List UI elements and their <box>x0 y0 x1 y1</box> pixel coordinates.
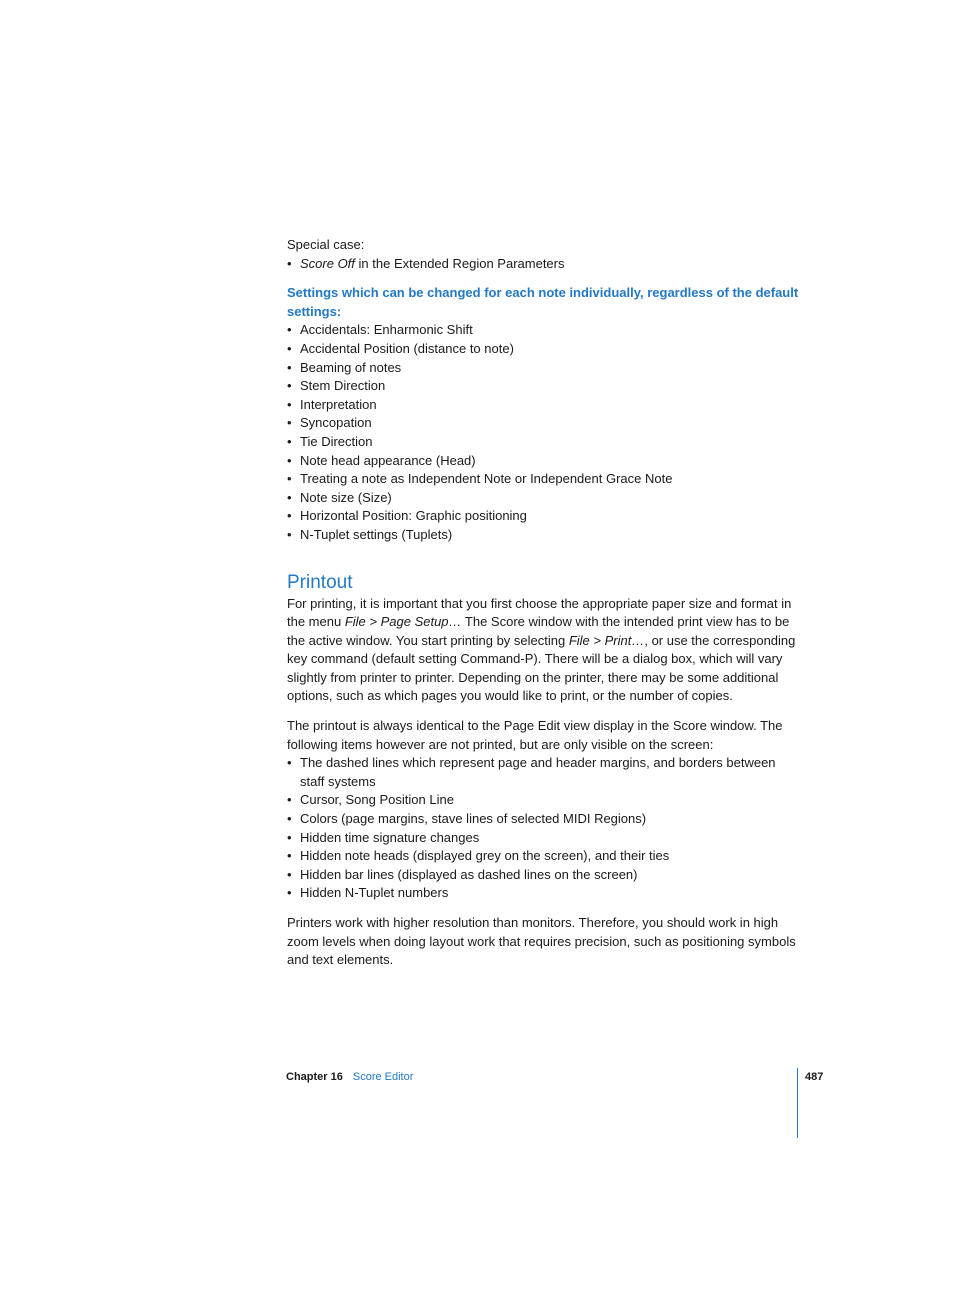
score-off-term: Score Off <box>300 255 355 271</box>
footer-chapter-title: Score Editor <box>352 1071 414 1083</box>
footer-chapter: Chapter 16 <box>286 1071 343 1083</box>
list-item: • Hidden bar lines (displayed as dashed lines on the screen) <box>287 866 802 885</box>
para-text: , or use the corresponding key command (default setting Command-P). There will be a dialog box, which will vary slightly from printer to printer. Depending on the printer, there may be some additional options, such as which pages you would like to print, or the number of copies. <box>287 632 796 704</box>
special-case-label: Special case: <box>287 237 365 252</box>
list-item: • Note size (Size) <box>287 489 802 508</box>
list-item: • Colors (page margins, stave lines of selected MIDI Regions) <box>287 810 802 829</box>
paragraph-resolution: Printers work with higher resolution than monitors. Therefore, you should work in high zoom levels when doing layout work that requires precision, such as positioning symbols and text elements. <box>287 915 796 968</box>
list-item: • Horizontal Position: Graphic positioning <box>287 507 802 526</box>
list-item: • Beaming of notes <box>287 359 802 378</box>
list-item: • Accidental Position (distance to note) <box>287 340 802 359</box>
list-item: • Hidden note heads (displayed grey on the screen), and their ties <box>287 847 802 866</box>
not-printed-list <box>287 754 802 903</box>
page-footer <box>286 1070 413 1084</box>
list-item <box>287 255 802 274</box>
para-text: For printing, it is important that you first choose the appropriate paper size and format in the menu <box>287 595 792 630</box>
para-text: The Score window with the intended print view has to be the active window. You start printing by selecting <box>287 614 790 648</box>
section-title: Printout <box>287 571 353 593</box>
list-item-text: in the Extended Region Parameters <box>354 255 565 271</box>
page-content <box>287 236 802 970</box>
menu-path-print: File > Print… <box>568 632 645 648</box>
list-item: • Interpretation <box>287 396 802 415</box>
menu-path-page-setup: File > Page Setup… <box>344 614 462 630</box>
special-case-list <box>287 255 802 274</box>
list-item: • The dashed lines which represent page and header margins, and borders between staff systems <box>287 754 802 791</box>
list-item: • Tie Direction <box>287 433 802 452</box>
list-item: • Treating a note as Independent Note or Independent Grace Note <box>287 470 802 489</box>
paragraph-printing <box>287 595 802 707</box>
footer-divider <box>797 1068 798 1138</box>
page-number: 487 <box>805 1071 824 1083</box>
list-item: • N-Tuplet settings (Tuplets) <box>287 526 802 545</box>
list-item: • Hidden time signature changes <box>287 829 802 848</box>
list-item: • Cursor, Song Position Line <box>287 791 802 810</box>
list-item: • Syncopation <box>287 414 802 433</box>
list-item: • Accidentals: Enharmonic Shift <box>287 321 802 340</box>
settings-heading: Settings which can be changed for each note individually, regardless of the default settings: <box>287 285 799 319</box>
paragraph-printout-identical: The printout is always identical to the Page Edit view display in the Score window. The following items however are not printed, but are only visible on the screen: <box>287 718 783 752</box>
list-item: • Stem Direction <box>287 377 802 396</box>
list-item: • Note head appearance (Head) <box>287 452 802 471</box>
settings-list <box>287 321 802 544</box>
list-item: • Hidden N-Tuplet numbers <box>287 884 802 903</box>
